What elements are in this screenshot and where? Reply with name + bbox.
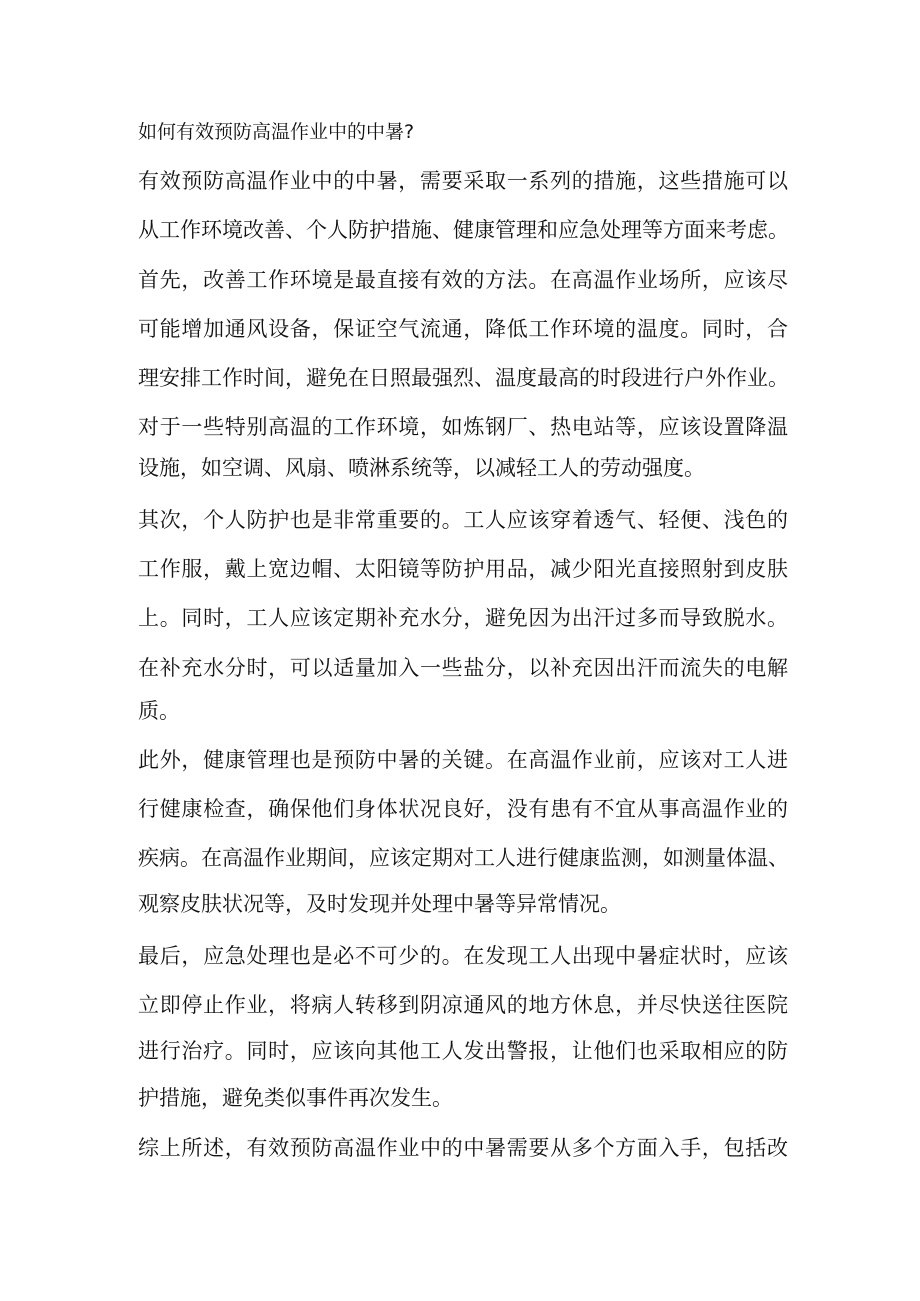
- text-line: 此外，健康管理也是预防中暑的关键。在高温作业前，应该对工人进: [138, 748, 788, 772]
- text-line: 立即停止作业，将病人转移到阴凉通风的地方休息，并尽快送往医院: [138, 993, 788, 1017]
- text-line: 最后，应急处理也是必不可少的。在发现工人出现中暑症状时，应该: [138, 944, 788, 968]
- text-line: 在补充水分时，可以适量加入一些盐分，以补充因出汗而流失的电解: [138, 656, 788, 680]
- text-line: 质。: [138, 699, 180, 723]
- text-line: 从工作环境改善、个人防护措施、健康管理和应急处理等方面来考虑。: [138, 218, 789, 242]
- text-line: 进行治疗。同时，应该向其他工人发出警报，让他们也采取相应的防: [138, 1039, 788, 1063]
- document-title: 如何有效预防高温作业中的中暑?: [138, 121, 415, 143]
- text-line: 护措施，避免类似事件再次发生。: [138, 1086, 453, 1110]
- text-line: 首先，改善工作环境是最直接有效的方法。在高温作业场所，应该尽: [138, 268, 788, 292]
- text-line: 综上所述，有效预防高温作业中的中暑需要从多个方面入手，包括改: [138, 1136, 788, 1160]
- text-line: 观察皮肤状况等，及时发现并处理中暑等异常情况。: [138, 892, 621, 916]
- text-line: 其次，个人防护也是非常重要的。工人应该穿着透气、轻便、浅色的: [138, 508, 788, 532]
- text-line: 可能增加通风设备，保证空气流通，降低工作环境的温度。同时，合: [138, 317, 788, 341]
- text-line: 有效预防高温作业中的中暑，需要采取一系列的措施，这些措施可以: [138, 169, 788, 193]
- text-line: 工作服，戴上宽边帽、太阳镜等防护用品，减少阳光直接照射到皮肤: [138, 557, 788, 581]
- text-line: 行健康检查，确保他们身体状况良好，没有患有不宜从事高温作业的: [138, 797, 788, 821]
- text-line: 理安排工作时间，避免在日照最强烈、温度最高的时段进行户外作业。: [138, 366, 789, 390]
- text-line: 疾病。在高温作业期间，应该定期对工人进行健康监测，如测量体温、: [138, 846, 789, 870]
- text-line: 设施，如空调、风扇、喷淋系统等，以减轻工人的劳动强度。: [138, 456, 705, 480]
- text-line: 上。同时，工人应该定期补充水分，避免因为出汗过多而导致脱水。: [138, 606, 788, 630]
- text-line: 对于一些特别高温的工作环境，如炼钢厂、热电站等，应该设置降温: [138, 415, 788, 439]
